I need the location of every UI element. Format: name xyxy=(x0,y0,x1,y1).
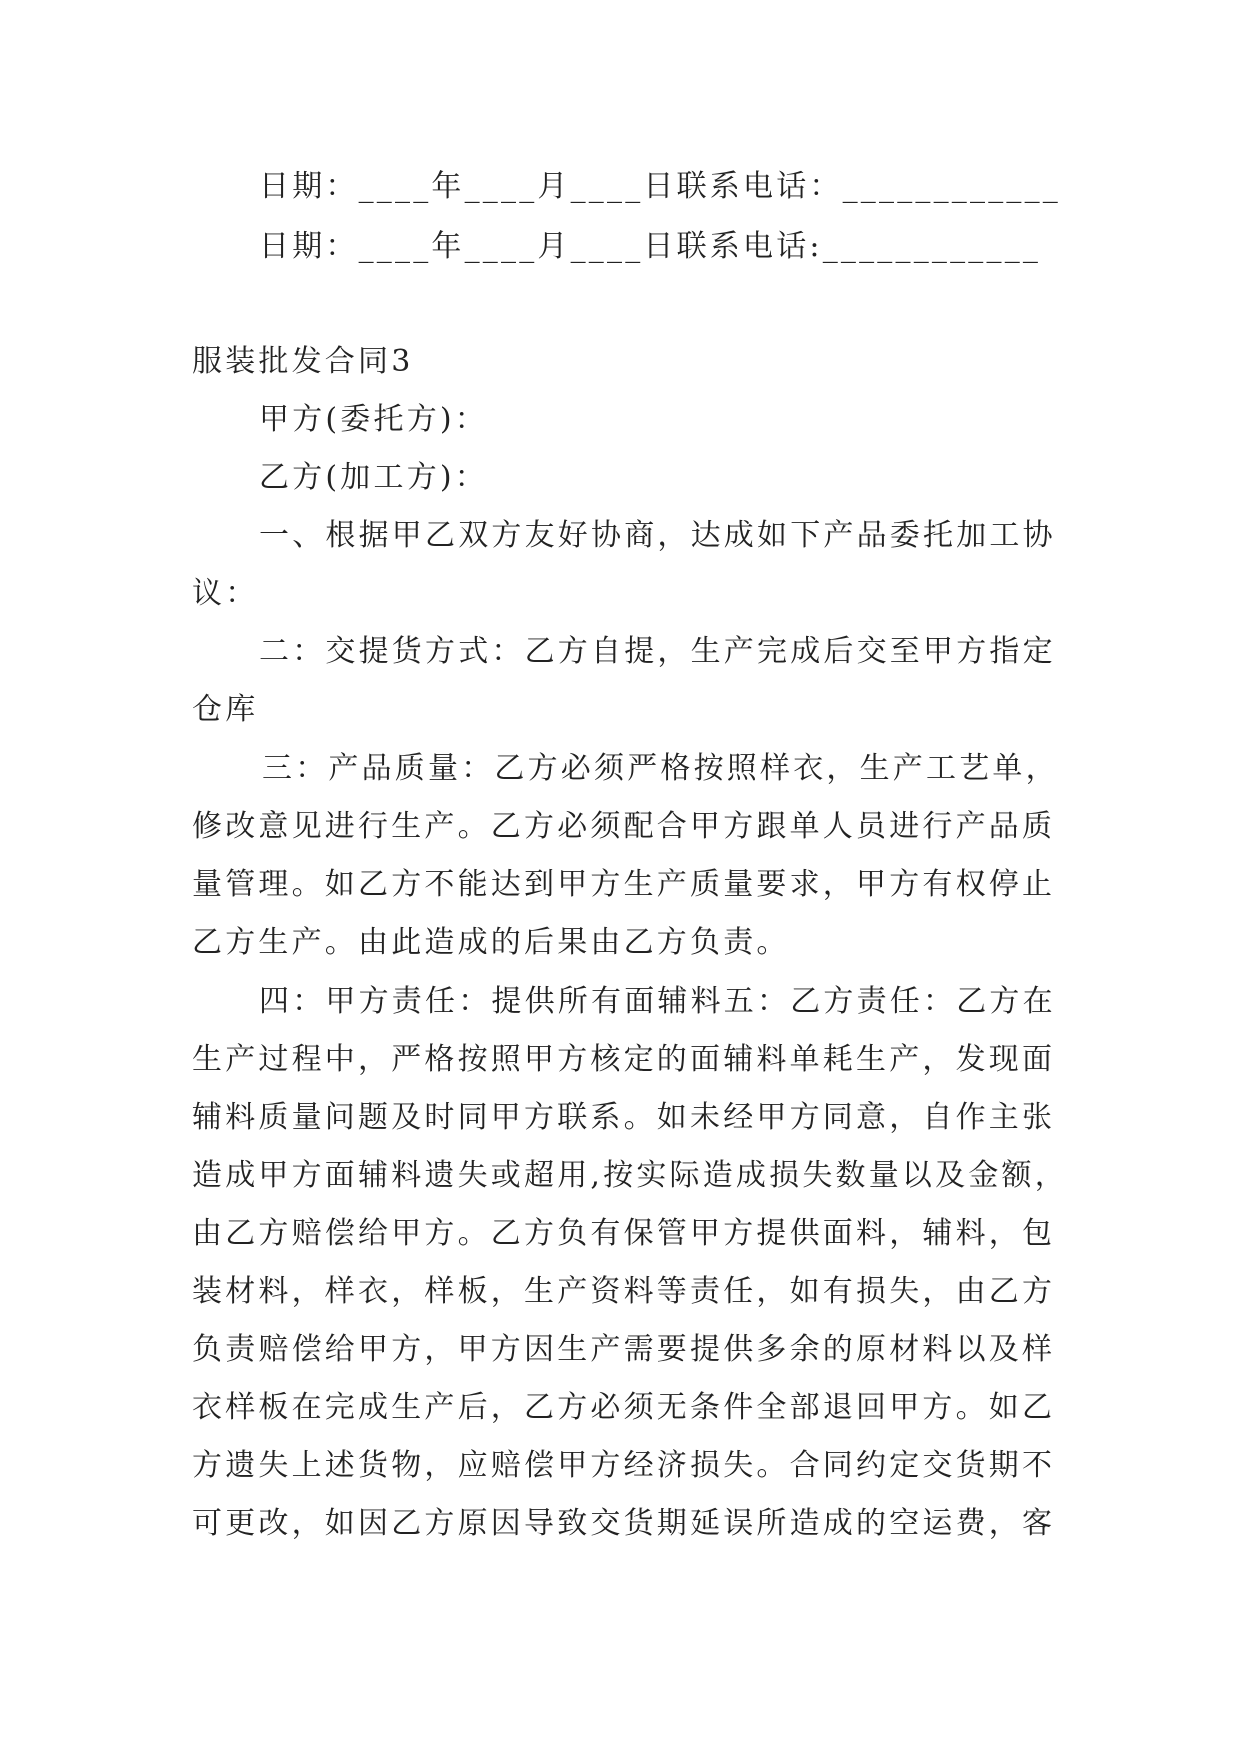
clause-3-line: 乙方生产。由此造成的后果由乙方负责。 xyxy=(192,925,790,960)
party-b-label: 乙方(加工方)： xyxy=(259,460,489,495)
clause-2-line: 二：交提货方式：乙方自提，生产完成后交至甲方指定 xyxy=(259,634,1056,669)
clause-4-line: 装材料，样衣，样板，生产资料等责任，如有损失，由乙方 xyxy=(192,1274,1056,1309)
clause-4-line: 造成甲方面辅料遗失或超用,按实际造成损失数量以及金额， xyxy=(192,1158,1068,1193)
clause-4-line: 辅料质量问题及时同甲方联系。如未经甲方同意，自作主张 xyxy=(192,1100,1056,1135)
clause-4-line: 生产过程中，严格按照甲方核定的面辅料单耗生产，发现面 xyxy=(192,1042,1056,1077)
clause-4-line: 负责赔偿给甲方，甲方因生产需要提供多余的原材料以及样 xyxy=(192,1332,1056,1367)
clause-4-line: 由乙方赔偿给甲方。乙方负有保管甲方提供面料，辅料，包 xyxy=(192,1216,1056,1251)
clause-3-line: 修改意见进行生产。乙方必须配合甲方跟单人员进行产品质 xyxy=(192,809,1056,844)
clause-1-line: 一、根据甲乙双方友好协商，达成如下产品委托加工协 xyxy=(259,518,1056,553)
clause-3-line: 三：产品质量：乙方必须严格按照样衣，生产工艺单， xyxy=(262,751,1059,786)
signature-date-phone-line-2: 日期：____年____月____日联系电话:____________ xyxy=(259,229,1042,264)
clause-4-line: 四：甲方责任：提供所有面辅料五：乙方责任：乙方在 xyxy=(259,984,1056,1019)
party-a-label: 甲方(委托方)： xyxy=(259,402,489,437)
clause-4-line: 方遗失上述货物，应赔偿甲方经济损失。合同约定交货期不 xyxy=(192,1448,1056,1483)
document-title: 服装批发合同3 xyxy=(192,344,414,379)
clause-2-line: 仓库 xyxy=(192,692,259,727)
signature-date-phone-line-1: 日期：____年____月____日联系电话：____________ xyxy=(259,169,1061,204)
clause-4-line: 衣样板在完成生产后，乙方必须无条件全部退回甲方。如乙 xyxy=(192,1390,1056,1425)
clause-1-line: 议： xyxy=(192,576,259,611)
clause-3-line: 量管理。如乙方不能达到甲方生产质量要求，甲方有权停止 xyxy=(192,867,1056,902)
clause-4-line: 可更改，如因乙方原因导致交货期延误所造成的空运费，客 xyxy=(192,1506,1056,1541)
